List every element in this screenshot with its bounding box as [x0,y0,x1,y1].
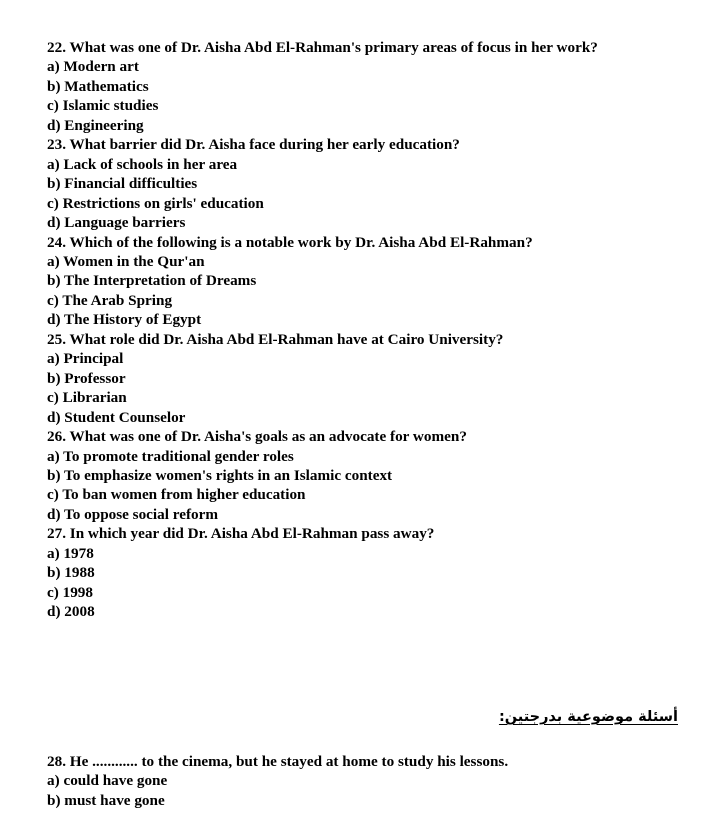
option-c: c) The Arab Spring [47,291,173,309]
option-b: b) Professor [47,369,126,387]
question-stem: 25. What role did Dr. Aisha Abd El-Rahman have at Cairo University? [47,330,504,348]
option-d: d) The History of Egypt [47,311,202,329]
question-list-2 [47,752,697,810]
section-heading: أسئلة موضوعية بدرجتين: [498,709,678,725]
question-stem: 22. What was one of Dr. Aisha Abd El-Rahman's primary areas of focus in her work? [47,39,598,56]
option-b: b) 1988 [47,564,95,582]
option-a: a) could have gone [47,772,168,790]
option-c: c) Restrictions on girls' education [47,194,264,212]
question-list [47,38,697,622]
option-c: c) 1998 [47,583,93,601]
question-23 [47,135,697,232]
option-d: d) Language barriers [47,214,186,232]
question-stem: 24. Which of the following is a notable work by Dr. Aisha Abd El-Rahman? [47,233,533,251]
option-d: d) Engineering [47,116,144,134]
option-b: b) To emphasize women's rights in an Islamic context [47,466,393,484]
question-stem: 28. He ............ to the cinema, but he stayed at home to study his lessons. [47,753,509,770]
question-26 [47,427,697,524]
question-22 [47,38,697,135]
option-b: b) Mathematics [47,77,149,95]
option-b: b) The Interpretation of Dreams [47,272,257,290]
option-c: c) Islamic studies [47,97,159,115]
question-stem: 23. What barrier did Dr. Aisha face during her early education? [47,136,460,154]
question-stem: 26. What was one of Dr. Aisha's goals as an advocate for women? [47,428,467,446]
option-d: d) Student Counselor [47,408,186,426]
option-a: a) 1978 [47,544,94,562]
question-27 [47,524,697,621]
option-d: d) To oppose social reform [47,505,219,523]
question-28 [47,752,697,810]
question-stem: 27. In which year did Dr. Aisha Abd El-Rahman pass away? [47,525,435,543]
question-24 [47,233,697,330]
option-c: c) Librarian [47,389,127,407]
question-25 [47,330,697,427]
option-a: a) Principal [47,350,124,368]
option-d: d) 2008 [47,603,95,621]
option-a: a) Modern art [47,58,139,76]
option-b: b) must have gone [47,791,165,809]
option-a: a) To promote traditional gender roles [47,447,294,465]
option-b: b) Financial difficulties [47,175,198,193]
option-a: a) Women in the Qur'an [47,252,205,270]
option-c: c) To ban women from higher education [47,486,306,504]
option-a: a) Lack of schools in her area [47,155,238,173]
